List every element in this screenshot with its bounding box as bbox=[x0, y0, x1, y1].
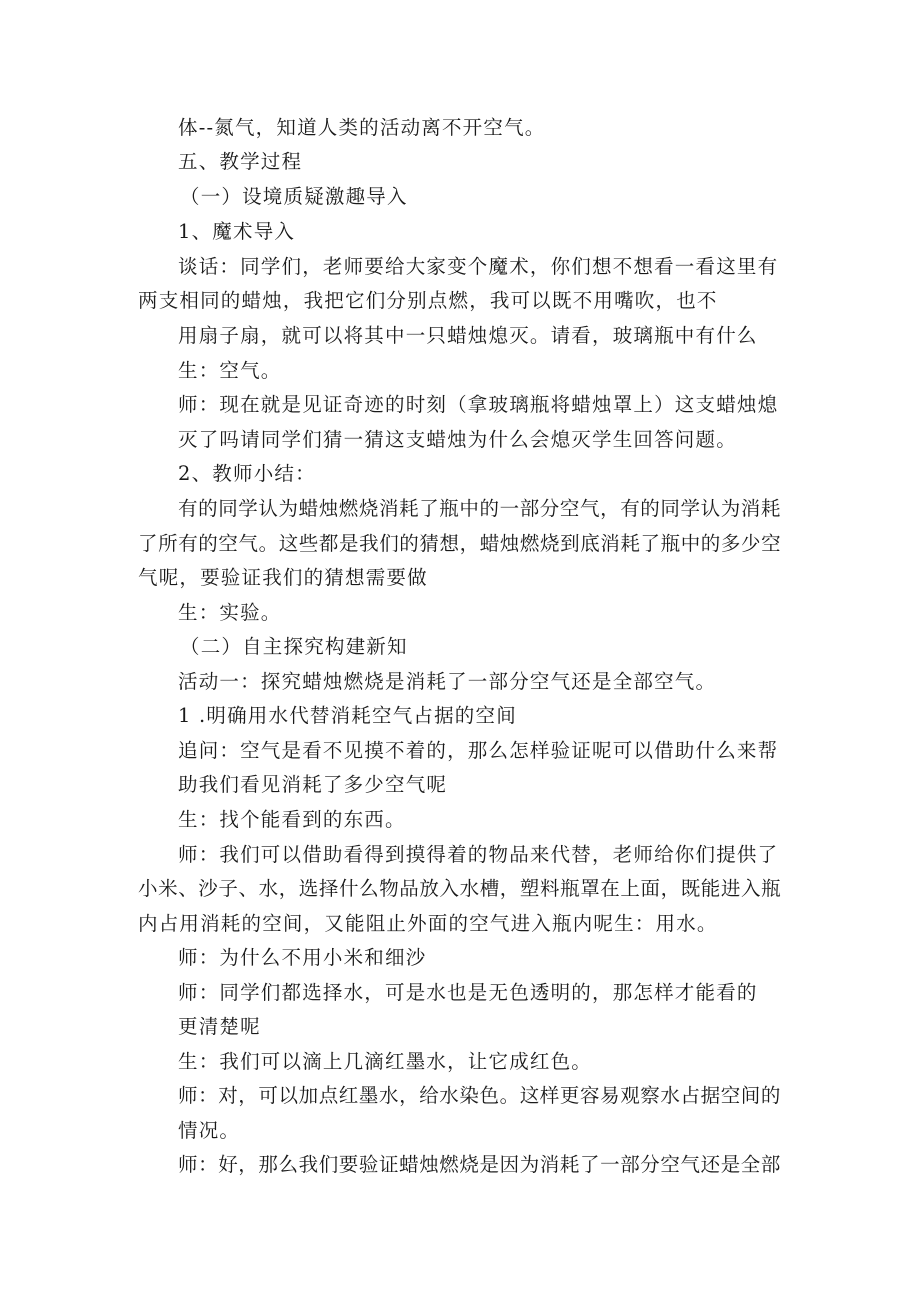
text-line: 情况。 bbox=[178, 1119, 241, 1142]
text-line: 内占用消耗的空间，又能阻止外面的空气进入瓶内呢生：用水。 bbox=[138, 912, 718, 935]
text-line: 师：现在就是见证奇迹的时刻（拿玻璃瓶将蜡烛罩上）这支蜡烛熄 bbox=[178, 393, 779, 416]
text-line: 生：找个能看到的东西。 bbox=[178, 808, 406, 831]
text-line: 谈话：同学们，老师要给大家变个魔术，你们想不想看一看这里有 bbox=[178, 255, 779, 278]
text-line: 师：我们可以借助看得到摸得着的物品来代替，老师给你们提供了 bbox=[178, 843, 779, 866]
text-line: 两支相同的蜡烛，我把它们分别点燃，我可以既不用嘴吹，也不 bbox=[138, 289, 718, 312]
text-line: 用扇子扇，就可以将其中一只蜡烛熄灭。请看，玻璃瓶中有什么 bbox=[178, 324, 758, 347]
text-line: 体--氮气，知道人类的活动离不开空气。 bbox=[178, 116, 546, 139]
subsection-heading: （二）自主探究构建新知 bbox=[180, 635, 408, 658]
text-line: 气呢，要验证我们的猜想需要做 bbox=[138, 566, 428, 589]
text-line: 有的同学认为蜡烛燃烧消耗了瓶中的一部分空气，有的同学认为消耗 bbox=[178, 497, 782, 520]
text-line: 小米、沙子、水，选择什么物品放入水槽，塑料瓶罩在上面，既能进入瓶 bbox=[138, 877, 782, 900]
text-line: 师：好，那么我们要验证蜡烛燃烧是因为消耗了一部分空气还是全部 bbox=[178, 1153, 782, 1176]
section-heading: 五、教学过程 bbox=[178, 150, 303, 173]
item-heading: 1、魔术导入 bbox=[178, 220, 296, 243]
item-heading: 2、教师小结： bbox=[178, 462, 316, 485]
item-heading: 1 .明确用水代替消耗空气占据的空间 bbox=[178, 704, 517, 727]
text-line: 活动一：探究蜡烛燃烧是消耗了一部分空气还是全部空气。 bbox=[178, 670, 717, 693]
text-line: 助我们看见消耗了多少空气呢 bbox=[178, 773, 448, 796]
text-line: 灭了吗请同学们猜一猜这支蜡烛为什么会熄灭学生回答问题。 bbox=[178, 428, 737, 451]
text-line: 生：我们可以滴上几滴红墨水，让它成红色。 bbox=[178, 1050, 593, 1073]
text-line: 生：实验。 bbox=[178, 601, 282, 624]
text-line: 师：同学们都选择水，可是水也是无色透明的，那怎样才能看的 bbox=[178, 981, 758, 1004]
subsection-heading: （一）设境质疑激趣导入 bbox=[180, 185, 408, 208]
text-line: 了所有的空气。这些都是我们的猜想，蜡烛燃烧到底消耗了瓶中的多少空 bbox=[138, 532, 782, 555]
text-line: 师：对，可以加点红墨水，给水染色。这样更容易观察水占据空间的 bbox=[178, 1084, 782, 1107]
text-line: 生：空气。 bbox=[178, 359, 282, 382]
text-line: 追问：空气是看不见摸不着的，那么怎样验证呢可以借助什么来帮 bbox=[178, 739, 779, 762]
text-line: 更清楚呢 bbox=[178, 1015, 261, 1038]
text-line: 师：为什么不用小米和细沙 bbox=[178, 946, 427, 969]
